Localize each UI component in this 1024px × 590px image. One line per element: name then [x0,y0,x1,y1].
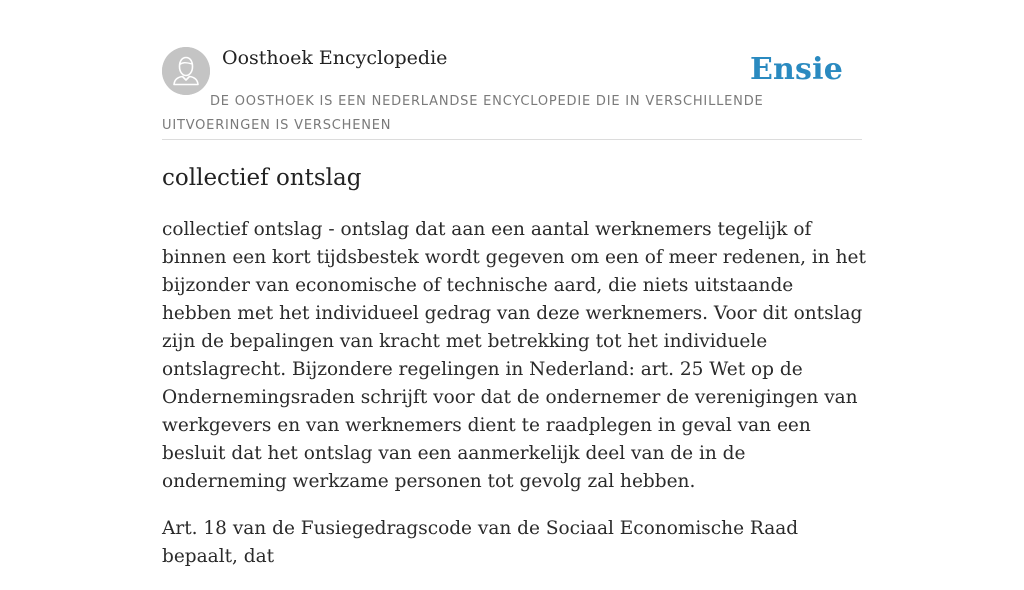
article-title: collectief ontslag [162,165,362,191]
article-paragraph: collectief ontslag - ontslag dat aan een aantal werknemers tegelijk of binnen een kort tijdsbestek wordt gegeven om een of meer redenen, in het bijzonder van economische of technische aard, die niets uitstaande hebben met het individueel gedrag van deze werknemers. Voor dit ontslag zijn de bepalingen van kracht met betrekking tot het individuele ontslagrecht. Bijzondere regelingen in Nederland: art. 25 Wet op de Ondernemingsraden schrijft voor dat de ondernemer de verenigingen van werkgevers en van werknemers dient te raadplegen in geval van een besluit dat het ontslag van een aanmerkelijk deel van de in de onderneming werkzame personen tot gevolg zal hebben. [162,219,866,492]
brand-logo[interactable]: Ensie [749,52,843,87]
article-body [162,216,866,590]
source-name[interactable]: Oosthoek Encyclopedie [222,47,448,69]
header-divider [162,139,862,140]
article-paragraph: Art. 18 van de Fusiegedragscode van de Sociaal Economische Raad bepaalt, dat [162,518,799,567]
source-tagline: DE OOSTHOEK IS EEN NEDERLANDSE ENCYCLOPEDIE DIE IN VERSCHILLENDE UITVOERINGEN IS VERSCHENEN [162,94,764,133]
user-silhouette-icon[interactable] [162,47,210,95]
